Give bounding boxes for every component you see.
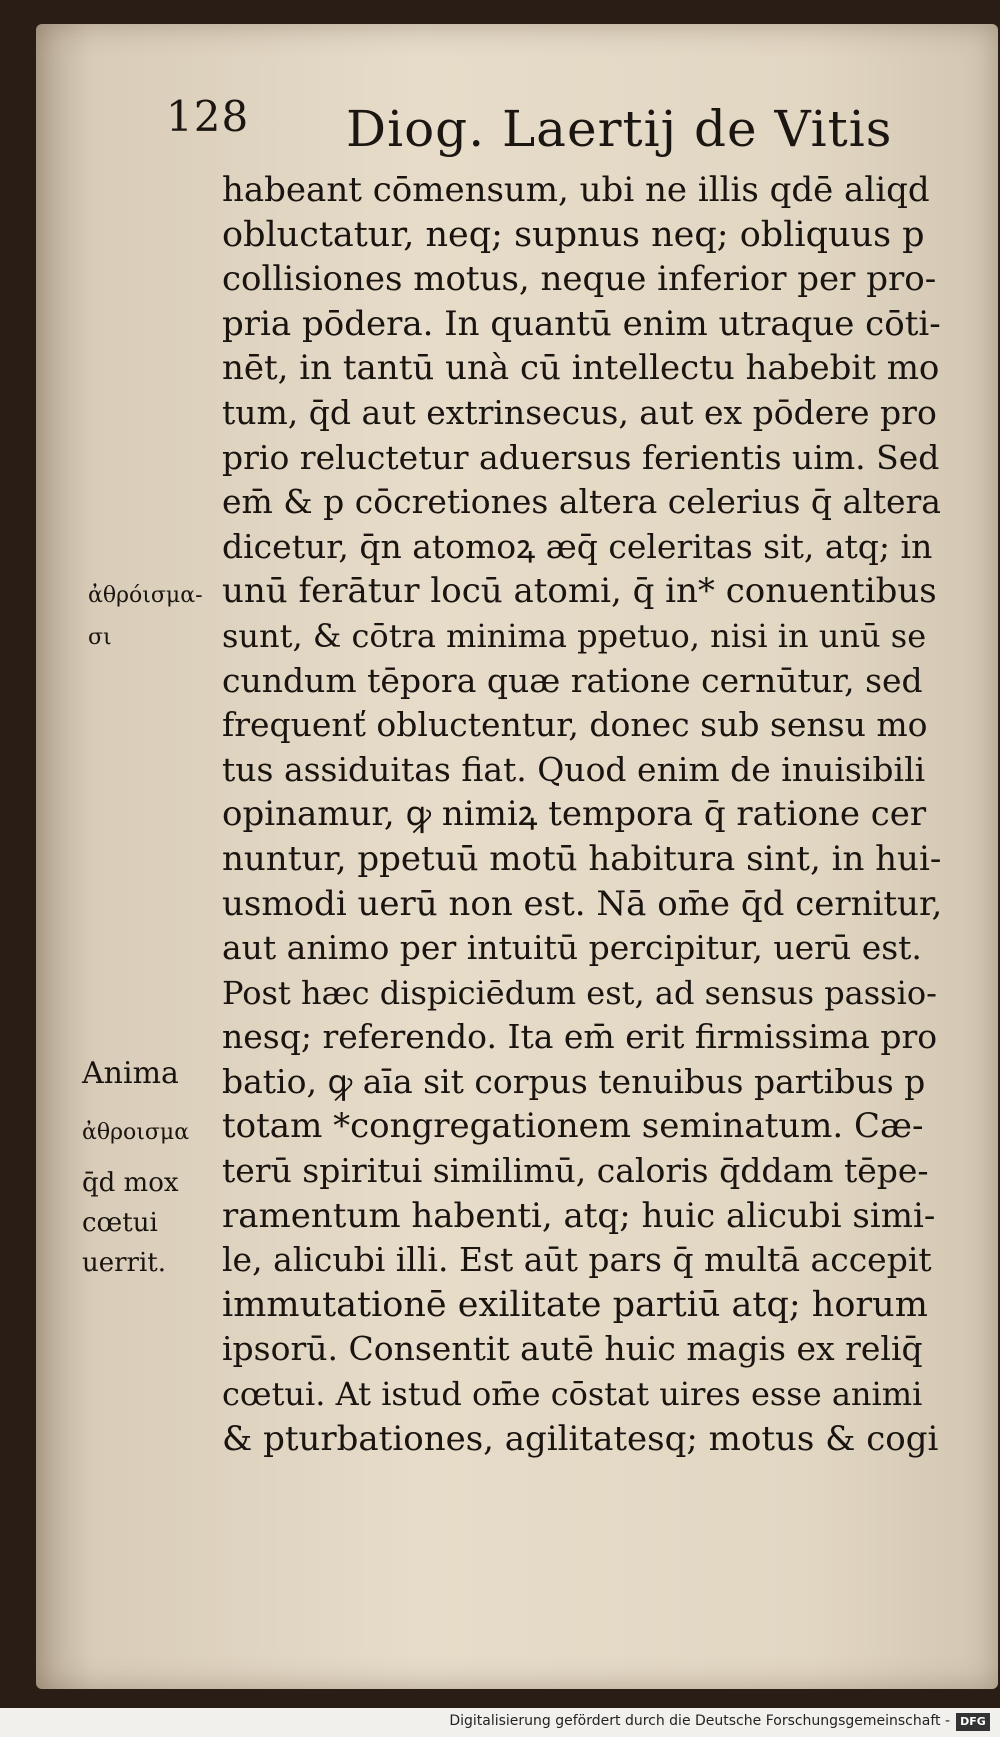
margin-note-greek: ἀθροισμα — [82, 1120, 190, 1145]
text-line: opinamur, ꝙ nimiꝝ tempora q̄ ratione cer — [222, 794, 927, 835]
text-line: totam *congregationem seminatum. Cæ- — [222, 1106, 924, 1147]
margin-note-latin: uerrit. — [82, 1248, 167, 1278]
text-line: cundum tēpora quæ ratione cernūtur, sed — [222, 660, 923, 700]
text-line: Post hæc dispiciēdum est, ad sensus passio- — [222, 973, 937, 1012]
text-line: immutationē exilitate partiū atq; horum — [222, 1284, 928, 1325]
body-text — [222, 168, 942, 1461]
text-line: collisiones motus, neque inferior per pro- — [222, 259, 937, 300]
text-line: nuntur, ppetuū motū habitura sint, in hui- — [222, 838, 942, 879]
page-number: 128 — [166, 92, 250, 141]
text-line: prio reluctetur aduersus ferientis uim. Sed — [222, 437, 940, 477]
footer-bar — [0, 1708, 1000, 1737]
text-line: habeant cōmensum, ubi ne illis qdē aliqd — [222, 170, 930, 210]
text-line: cœtui. At istud om̄e cōstat uires esse animi — [222, 1375, 923, 1414]
text-line: unū ferātur locū atomi, q̄ in* conuentibus — [222, 571, 937, 612]
text-line: usmodi uerū non est. Nā om̄e q̄d cernitur, — [222, 883, 943, 924]
footer-credit: Digitalisierung gefördert durch die Deutsche Forschungsgemeinschaft - — [449, 1713, 950, 1729]
dfg-logo: DFG — [956, 1713, 990, 1731]
text-line: tum, q̄d aut extrinsecus, aut ex pōdere pro — [222, 392, 937, 432]
text-line: frequenť obluctentur, donec sub sensu mo — [222, 705, 928, 745]
text-line: aut animo per intuitū percipitur, uerū est. — [222, 928, 922, 968]
text-line: tus assiduitas fiat. Quod enim de inuisibili — [222, 749, 926, 789]
text-line: em̄ & p cōcretiones altera celerius q̄ altera — [222, 482, 941, 522]
margin-note-anima: Anima — [82, 1056, 179, 1091]
text-line: le, alicubi illi. Est aūt pars q̄ multā accepit — [222, 1240, 932, 1280]
text-line: terū spiritui similimū, caloris q̄ddam tēpe- — [222, 1151, 929, 1191]
text-line: ipsorū. Consentit autē huic magis ex reliq̄ — [222, 1329, 923, 1369]
margin-note-latin: q̄d mox — [82, 1168, 179, 1198]
margin-note-latin: cœtui — [82, 1208, 158, 1238]
margin-note-greek: σι — [88, 625, 112, 650]
text-line: & pturbationes, agilitatesq; motus & cogi — [222, 1418, 939, 1459]
text-line: ramentum habenti, atq; huic alicubi simi- — [222, 1195, 936, 1236]
text-line: obluctatur, neq; supnus neq; obliquus p — [222, 214, 925, 255]
margin-note-greek: ἀθρόισμα- — [88, 583, 203, 608]
text-line: dicetur, q̄n atomoꝝ æq̄ celeritas sit, atq; in — [222, 526, 933, 566]
text-line: pria pōdera. In quantū enim utraque cōti- — [222, 303, 941, 344]
text-line: nesq; referendo. Ita em̄ erit firmissima pro — [222, 1017, 938, 1057]
running-head: Diog. Laertij de Vitis — [346, 100, 893, 158]
text-line: sunt, & cōtra minima ppetuo, nisi in unū se — [222, 616, 927, 655]
text-line: nēt, in tantū unà cū intellectu habebit mo — [222, 348, 940, 389]
text-line: batio, ꝙ aīa sit corpus tenuibus partibus p — [222, 1061, 926, 1101]
